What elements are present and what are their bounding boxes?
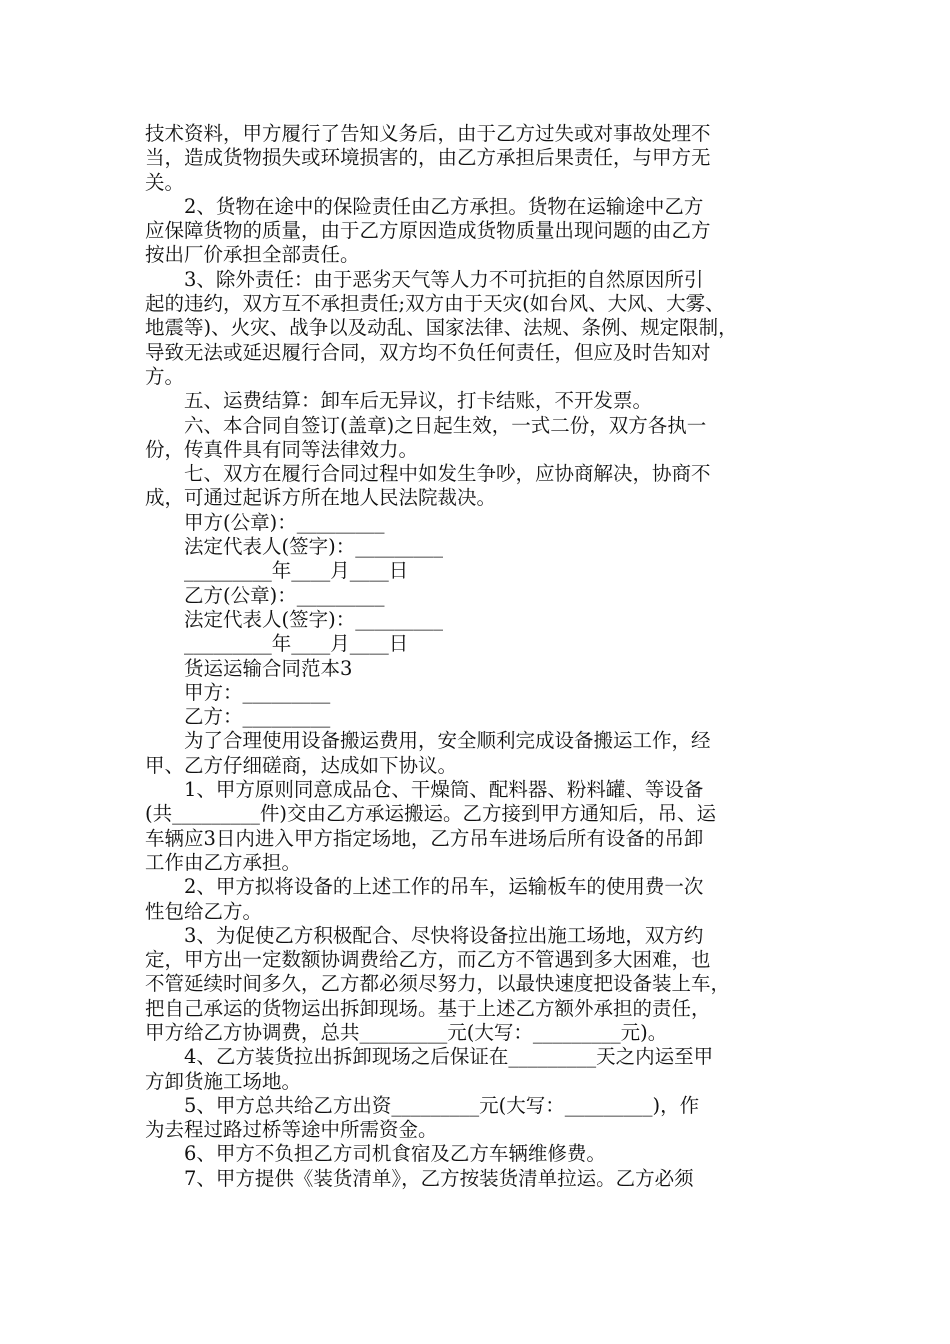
text-line: 不管延续时间多久，乙方都必须尽努力，以最快速度把设备装上车， — [145, 972, 731, 996]
text-line: (共_________件)交由乙方承运搬运。乙方接到甲方通知后，吊、运 — [145, 802, 716, 826]
text-line: 方。 — [145, 364, 185, 388]
text-line: 关。 — [145, 170, 185, 194]
party-line: 甲方：_________ — [145, 680, 331, 704]
text-line: 3、除外责任：由于恶劣天气等人力不可抗拒的自然原因所引 — [145, 267, 704, 291]
party-line: 乙方：_________ — [145, 705, 331, 729]
text-line: 2、甲方拟将设备的上述工作的吊车，运输板车的使用费一次 — [145, 875, 704, 899]
text-line: 份，传真件具有同等法律效力。 — [145, 437, 419, 461]
signature-line: 乙方(公章)：_________ — [145, 583, 385, 607]
text-line: 5、甲方总共给乙方出资_________元(大写：_________)，作 — [145, 1093, 700, 1117]
text-line: 车辆应3日内进入甲方指定场地，乙方吊车进场后所有设备的吊卸 — [145, 826, 704, 850]
signature-line: 甲方(公章)：_________ — [145, 510, 385, 534]
text-line: 定，甲方出一定数额协调费给乙方，而乙方不管遇到多大困难，也 — [145, 948, 711, 972]
text-line: 应保障货物的质量，由于乙方原因造成货物质量出现问题的由乙方 — [145, 219, 711, 243]
text-line: 3、为促使乙方积极配合、尽快将设备拉出施工场地，双方约 — [145, 923, 704, 947]
text-line: 成，可通过起诉方所在地人民法院裁决。 — [145, 486, 497, 510]
text-line: 甲方给乙方协调费，总共_________元(大写：_________元)。 — [145, 1020, 668, 1044]
text-line: 把自己承运的货物运出拆卸现场。基于上述乙方额外承担的责任， — [145, 996, 711, 1020]
text-line: 六、本合同自签订(盖章)之日起生效，一式二份，双方各执一 — [145, 413, 707, 437]
text-line: 七、双方在履行合同过程中如发生争吵，应协商解决，协商不 — [145, 462, 711, 486]
document-page — [145, 122, 815, 1191]
text-line: 方卸货施工场地。 — [145, 1069, 302, 1093]
date-line: _________年____月____日 — [145, 559, 409, 583]
text-line: 6、甲方不负担乙方司机食宿及乙方车辆维修费。 — [145, 1142, 606, 1166]
signature-line: 法定代表人(签字)：_________ — [145, 535, 443, 559]
text-line: 7、甲方提供《装货清单》，乙方按装货清单拉运。乙方必须 — [145, 1166, 694, 1190]
text-line: 甲、乙方仔细磋商，达成如下协议。 — [145, 753, 458, 777]
signature-line: 法定代表人(签字)：_________ — [145, 607, 443, 631]
text-line: 导致无法或延迟履行合同，双方均不负任何责任，但应及时告知对 — [145, 340, 711, 364]
text-line: 1、甲方原则同意成品仓、干燥筒、配料器、粉料罐、等设备 — [145, 778, 704, 802]
text-line: 工作由乙方承担。 — [145, 850, 302, 874]
text-line: 起的违约，双方互不承担责任;双方由于天灾(如台风、大风、大雾、 — [145, 292, 725, 316]
date-line: _________年____月____日 — [145, 632, 409, 656]
text-line: 为去程过路过桥等途中所需资金。 — [145, 1118, 438, 1142]
text-line: 技术资料，甲方履行了告知义务后，由于乙方过失或对事故处理不 — [145, 122, 711, 145]
text-line: 按出厂价承担全部责任。 — [145, 243, 360, 267]
text-line: 当，造成货物损失或环境损害的，由乙方承担后果责任，与甲方无 — [145, 146, 711, 170]
text-line: 地震等)、火灾、战争以及动乱、国家法律、法规、条例、规定限制， — [145, 316, 738, 340]
text-line: 五、运费结算：卸车后无异议，打卡结账，不开发票。 — [145, 389, 653, 413]
text-line: 性包给乙方。 — [145, 899, 263, 923]
section-title: 货运运输合同范本3 — [145, 656, 353, 680]
text-line: 2、货物在途中的保险责任由乙方承担。货物在运输途中乙方 — [145, 194, 704, 218]
text-line: 为了合理使用设备搬运费用，安全顺利完成设备搬运工作，经 — [145, 729, 711, 753]
text-line: 4、乙方装货拉出拆卸现场之后保证在_________天之内运至甲 — [145, 1045, 714, 1069]
